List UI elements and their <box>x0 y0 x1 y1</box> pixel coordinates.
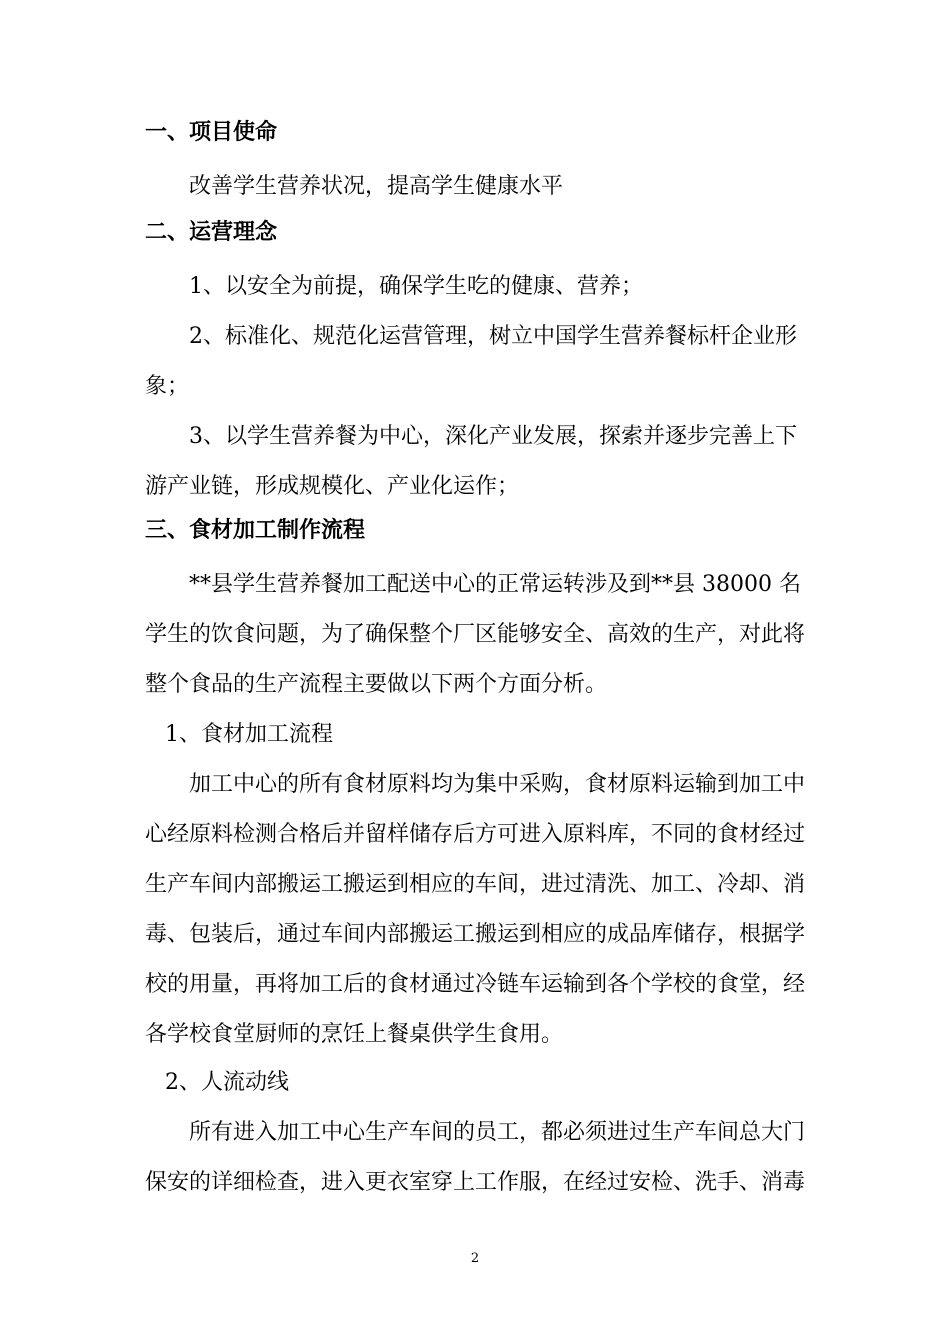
section3-intro-line: 学生的饮食问题，为了确保整个厂区能够安全、高效的生产，对此将 <box>145 622 806 647</box>
section3-intro-line: **县学生营养餐加工配送中心的正常运转涉及到**县 38000 名 <box>189 572 801 597</box>
page-number: 2 <box>470 1251 480 1266</box>
section2-item3-line2: 游产业链，形成规模化、产业化运作； <box>145 474 520 499</box>
subsection1-line: 加工中心的所有食材原料均为集中采购，食材原料运输到加工中 <box>189 772 806 797</box>
section1-text: 改善学生营养状况，提高学生健康水平 <box>189 174 564 199</box>
subsection1-line: 毒、包装后，通过车间内部搬运工搬运到相应的成品库储存，根据学 <box>145 922 806 947</box>
section2-item1: 1、以安全为前提，确保学生吃的健康、营养； <box>189 274 643 299</box>
subsection1-line: 心经原料检测合格后并留样储存后方可进入原料库，不同的食材经过 <box>145 822 806 847</box>
subsection2-line: 所有进入加工中心生产车间的员工，都必须进过生产车间总大门 <box>189 1120 806 1145</box>
subsection1-title: 1、食材加工流程 <box>165 722 333 747</box>
subsection2-title: 2、人流动线 <box>165 1070 289 1095</box>
subsection1-line: 生产车间内部搬运工搬运到相应的车间，进过清洗、加工、冷却、消 <box>145 872 806 897</box>
section3-heading: 三、食材加工制作流程 <box>145 518 366 543</box>
section2-item3-line1: 3、以学生营养餐为中心，深化产业发展，探索并逐步完善上下 <box>189 424 797 449</box>
section3-intro-line: 整个食品的生产流程主要做以下两个方面分析。 <box>145 672 608 697</box>
subsection1-line: 各学校食堂厨师的烹饪上餐桌供学生食用。 <box>145 1022 564 1047</box>
section2-item2-line1: 2、标准化、规范化运营管理，树立中国学生营养餐标杆企业形 <box>189 324 797 349</box>
subsection2-line: 保安的详细检查，进入更衣室穿上工作服，在经过安检、洗手、消毒 <box>145 1170 806 1195</box>
subsection1-line: 校的用量，再将加工后的食材通过冷链车运输到各个学校的食堂，经 <box>145 972 806 997</box>
section2-heading: 二、运营理念 <box>145 220 278 245</box>
section1-heading: 一、项目使命 <box>145 120 278 145</box>
section2-item2-line2: 象； <box>145 374 190 399</box>
